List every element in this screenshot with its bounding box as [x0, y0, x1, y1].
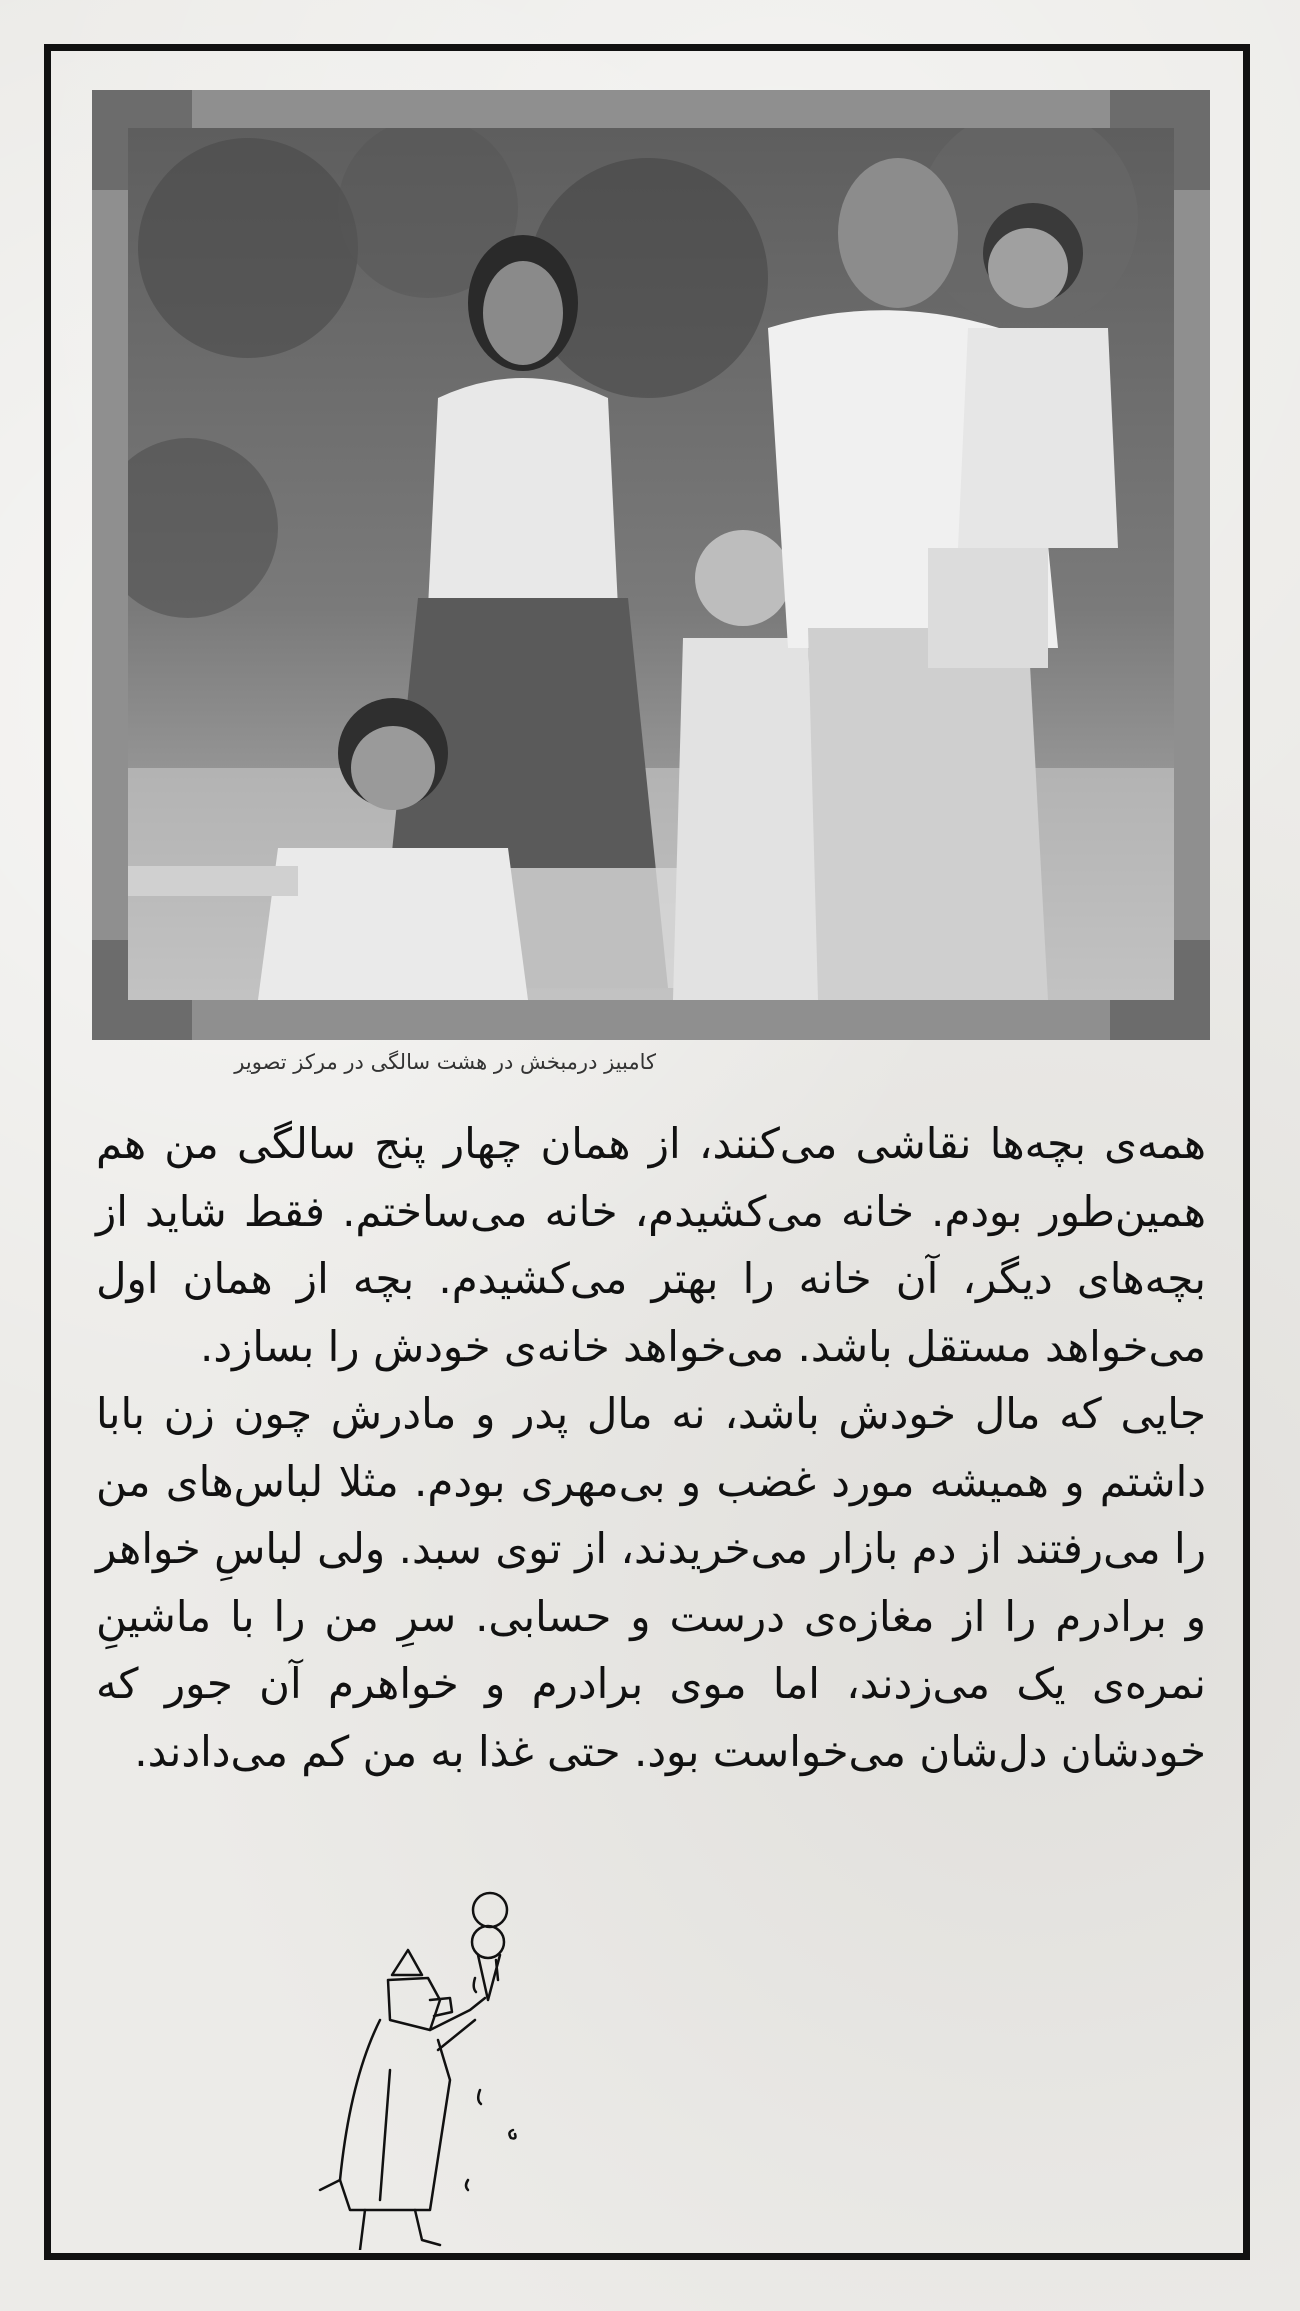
family-photo-icon — [128, 128, 1174, 1000]
photo-frame — [92, 90, 1210, 1040]
paragraph: جایی که مال خودش باشد، نه مال پدر و مادرش چون زن بابا داشتم و همیشه مورد غضب و بی‌مهری بودم. مثلا لباس‌های من را می‌رفتند از دم بازار می‌خریدند، از توی سبد. ولی لباسِ خواهر و برادرم را از مغازه‌ی درست و حسابی. سرِ من را با ماشینِ نمره‌ی یک می‌زدند، اما موی برادرم و خواهرم آن جور که خودشان دل‌شان می‌خواست بود. حتی غذا به من کم می‌دادند. — [96, 1389, 1206, 1776]
paragraph: همه‌ی بچه‌ها نقاشی می‌کنند، از همان چهار پنج سالگی من هم همین‌طور بودم. خانه می‌کشیدم، خانه می‌ساختم. فقط شاید از بچه‌های دیگر، آن خانه را بهتر می‌کشیدم. بچه از همان اول می‌خواهد مستقل باشد. می‌خواهد خانه‌ی خودش را بسازد. — [96, 1119, 1206, 1371]
article-text — [96, 1110, 1206, 1785]
photo-caption: کامبیز درمبخش در هشت سالگی در مرکز تصویر — [234, 1050, 656, 1074]
family-photo — [128, 128, 1174, 1000]
man-with-ice-cream-icon — [310, 1880, 530, 2250]
